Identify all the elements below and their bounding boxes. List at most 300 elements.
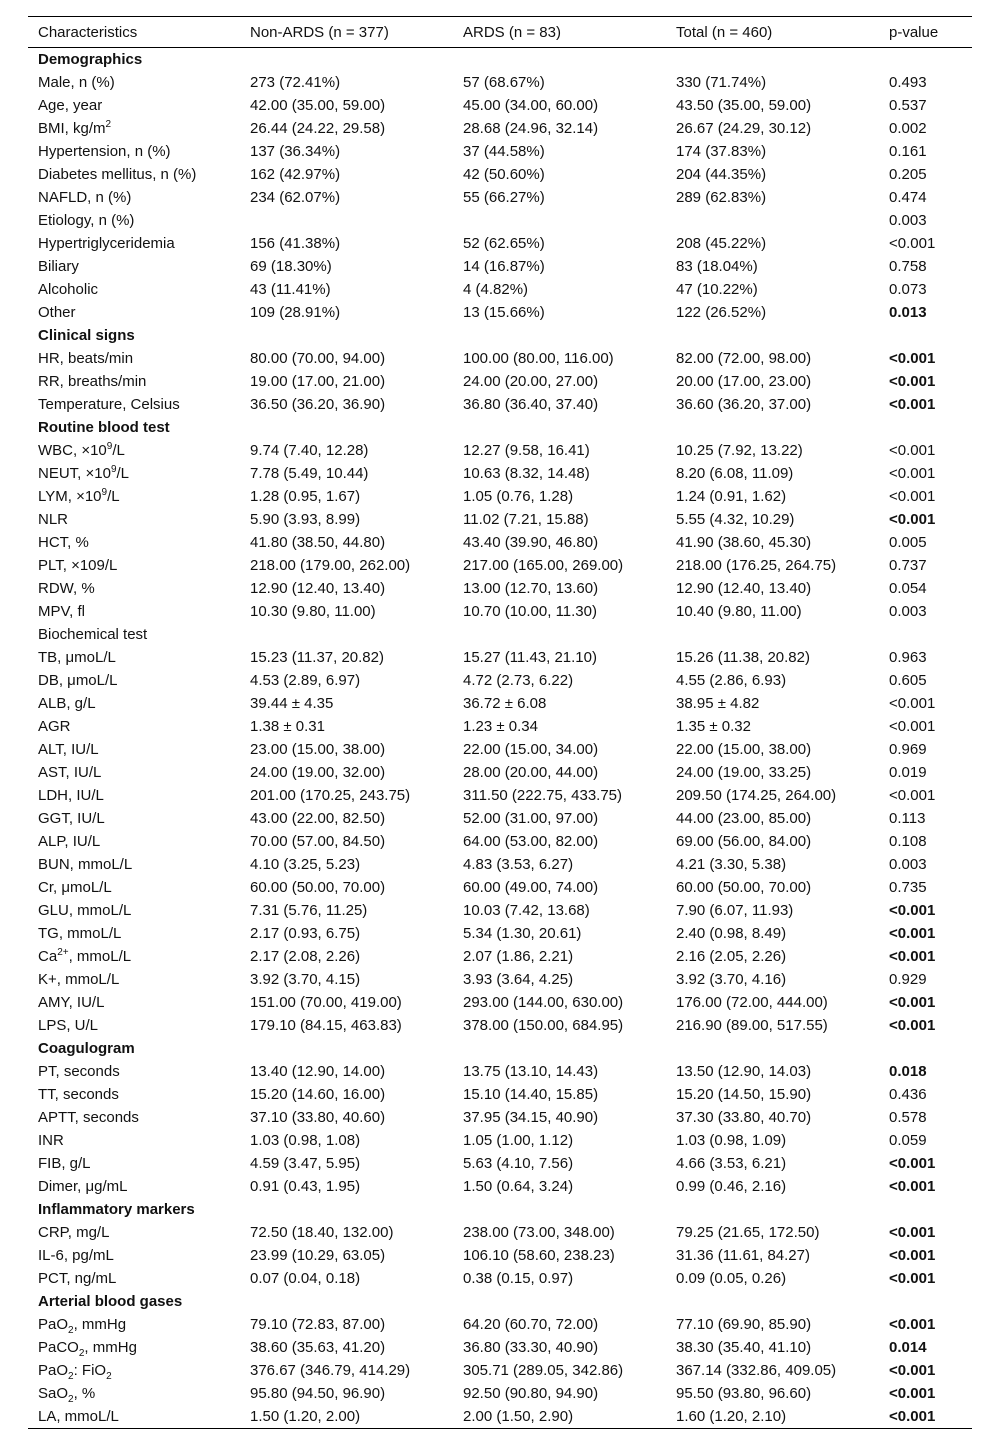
characteristic-cell [28, 922, 240, 945]
section-row [28, 416, 972, 439]
characteristic-label: TG, mmoL/L [38, 925, 122, 942]
table-row [28, 71, 972, 94]
ards-cell: 1.50 (0.64, 3.24) [463, 1178, 574, 1195]
ards-cell: 3.93 (3.64, 4.25) [463, 971, 574, 988]
total-cell: 38.95 ± 4.82 [676, 695, 760, 712]
table-row [28, 439, 972, 462]
non-ards-cell: 376.67 (346.79, 414.29) [250, 1362, 411, 1379]
total-cell: 1.24 (0.91, 1.62) [676, 488, 787, 505]
table-row [28, 209, 972, 232]
p-value-cell: <0.001 [889, 396, 936, 413]
table-row [28, 692, 972, 715]
table-row [28, 140, 972, 163]
section-label: Clinical signs [38, 327, 135, 344]
label-suffix: /L [112, 442, 125, 459]
non-ards-cell: 10.30 (9.80, 11.00) [250, 603, 376, 620]
table-row [28, 117, 972, 140]
non-ards-cell: 162 (42.97%) [250, 166, 341, 183]
total-cell: 37.30 (33.80, 40.70) [676, 1109, 812, 1126]
characteristic-cell [28, 462, 240, 485]
p-value-cell: <0.001 [889, 1155, 936, 1172]
label-superscript: 2+ [57, 947, 69, 958]
ards-cell: 12.27 (9.58, 16.41) [463, 442, 590, 459]
section-title [28, 48, 972, 72]
p-value-cell: 0.605 [889, 672, 927, 689]
characteristic-label: PaO [38, 1316, 69, 1333]
characteristic-cell [28, 991, 240, 1014]
characteristic-cell [28, 370, 240, 393]
p-value-cell: <0.001 [889, 695, 936, 712]
table-row [28, 347, 972, 370]
characteristic-label: Alcoholic [38, 281, 99, 298]
characteristic-label: PT, seconds [38, 1063, 120, 1080]
total-cell: 79.25 (21.65, 172.50) [676, 1224, 820, 1241]
characteristic-label: PCT, ng/mL [38, 1270, 117, 1287]
ards-cell: 10.63 (8.32, 14.48) [463, 465, 590, 482]
total-cell: 204 (44.35%) [676, 166, 767, 183]
p-value-cell: <0.001 [889, 350, 936, 367]
non-ards-cell: 4.10 (3.25, 5.23) [250, 856, 361, 873]
ards-cell: 11.02 (7.21, 15.88) [463, 511, 589, 528]
characteristic-label: Biochemical test [38, 626, 148, 643]
table-row [28, 1382, 972, 1405]
total-cell: 60.00 (50.00, 70.00) [676, 879, 812, 896]
non-ards-cell: 15.23 (11.37, 20.82) [250, 649, 384, 666]
characteristic-label: Hypertension, n (%) [38, 143, 171, 160]
characteristic-cell [28, 1060, 240, 1083]
total-cell: 82.00 (72.00, 98.00) [676, 350, 812, 367]
characteristic-label: PLT, ×109/L [38, 557, 118, 574]
total-cell: 3.92 (3.70, 4.16) [676, 971, 787, 988]
table-row [28, 807, 972, 830]
total-cell: 0.09 (0.05, 0.26) [676, 1270, 787, 1287]
characteristic-cell [28, 1313, 240, 1336]
characteristic-cell [28, 646, 240, 669]
characteristic-cell [28, 623, 240, 646]
total-cell: 216.90 (89.00, 517.55) [676, 1017, 828, 1034]
ards-cell: 14 (16.87%) [463, 258, 545, 275]
p-value-cell: <0.001 [889, 1316, 936, 1333]
p-value-cell: <0.001 [889, 1247, 936, 1264]
table-row [28, 508, 972, 531]
ards-cell: 378.00 (150.00, 684.95) [463, 1017, 624, 1034]
non-ards-cell: 1.03 (0.98, 1.08) [250, 1132, 361, 1149]
characteristic-cell [28, 600, 240, 623]
characteristic-label: Temperature, Celsius [38, 396, 180, 413]
table-row [28, 1175, 972, 1198]
p-value-cell: 0.113 [889, 810, 926, 827]
characteristic-cell [28, 1221, 240, 1244]
p-value-cell: <0.001 [889, 465, 936, 482]
table-row [28, 1014, 972, 1037]
characteristic-label: LDH, IU/L [38, 787, 104, 804]
characteristic-cell [28, 554, 240, 577]
p-value-cell: <0.001 [889, 718, 936, 735]
ards-cell: 10.70 (10.00, 11.30) [463, 603, 597, 620]
ards-cell: 13.75 (13.10, 14.43) [463, 1063, 599, 1080]
non-ards-cell: 12.90 (12.40, 13.40) [250, 580, 386, 597]
characteristic-cell [28, 301, 240, 324]
table-row [28, 301, 972, 324]
non-ards-cell: 80.00 (70.00, 94.00) [250, 350, 386, 367]
characteristic-cell [28, 784, 240, 807]
total-cell: 1.03 (0.98, 1.09) [676, 1132, 787, 1149]
characteristic-cell [28, 117, 240, 140]
characteristic-label: BMI, kg/m [38, 120, 106, 137]
total-cell: 4.55 (2.86, 6.93) [676, 672, 787, 689]
ards-cell: 1.23 ± 0.34 [463, 718, 538, 735]
section-label: Demographics [38, 51, 143, 68]
section-label: Coagulogram [38, 1040, 135, 1057]
characteristic-cell [28, 531, 240, 554]
characteristic-label: NAFLD, n (%) [38, 189, 132, 206]
total-cell: 36.60 (36.20, 37.00) [676, 396, 812, 413]
non-ards-cell: 1.38 ± 0.31 [250, 718, 325, 735]
section-label: Arterial blood gases [38, 1293, 183, 1310]
section-row [28, 48, 972, 72]
table-row [28, 255, 972, 278]
characteristic-cell [28, 1129, 240, 1152]
ards-cell: 24.00 (20.00, 27.00) [463, 373, 599, 390]
total-cell: 122 (26.52%) [676, 304, 767, 321]
characteristic-cell [28, 71, 240, 94]
table-row [28, 1336, 972, 1359]
ards-cell: 60.00 (49.00, 74.00) [463, 879, 599, 896]
p-value-cell: 0.054 [889, 580, 927, 597]
characteristic-cell [28, 1152, 240, 1175]
characteristic-cell [28, 209, 240, 232]
table-row [28, 922, 972, 945]
total-cell: 77.10 (69.90, 85.90) [676, 1316, 812, 1333]
p-value-cell: 0.013 [889, 304, 927, 321]
table-row [28, 1060, 972, 1083]
p-value-cell: <0.001 [889, 488, 936, 505]
characteristic-label: CRP, mg/L [38, 1224, 110, 1241]
characteristic-label: TB, μmoL/L [38, 649, 116, 666]
non-ards-cell: 7.31 (5.76, 11.25) [250, 902, 368, 919]
characteristic-label: MPV, fl [38, 603, 85, 620]
characteristic-label: SaO [38, 1385, 69, 1402]
characteristic-label: Male, n (%) [38, 74, 115, 91]
non-ards-cell: 7.78 (5.49, 10.44) [250, 465, 369, 482]
ards-cell: 106.10 (58.60, 238.23) [463, 1247, 615, 1264]
p-value-cell: <0.001 [889, 442, 936, 459]
characteristic-cell [28, 508, 240, 531]
section-row [28, 1290, 972, 1313]
non-ards-cell: 2.17 (2.08, 2.26) [250, 948, 361, 965]
total-cell: 38.30 (35.40, 41.10) [676, 1339, 812, 1356]
characteristic-cell [28, 255, 240, 278]
non-ards-cell: 70.00 (57.00, 84.50) [250, 833, 386, 850]
ards-cell: 57 (68.67%) [463, 74, 545, 91]
characteristic-cell [28, 1336, 240, 1359]
table-row [28, 370, 972, 393]
non-ards-cell: 4.53 (2.89, 6.97) [250, 672, 361, 689]
characteristic-label: K+, mmoL/L [38, 971, 120, 988]
non-ards-cell: 3.92 (3.70, 4.15) [250, 971, 361, 988]
non-ards-cell: 26.44 (24.22, 29.58) [250, 120, 386, 137]
p-value-cell: 0.161 [889, 143, 927, 160]
non-ards-cell: 41.80 (38.50, 44.80) [250, 534, 386, 551]
table-row [28, 715, 972, 738]
table-row [28, 163, 972, 186]
ards-cell [453, 623, 666, 646]
p-value-cell: <0.001 [889, 235, 936, 252]
non-ards-cell: 36.50 (36.20, 36.90) [250, 396, 386, 413]
p-value-cell: 0.963 [889, 649, 927, 666]
p-value-cell: 0.003 [889, 856, 927, 873]
characteristic-label: Age, year [38, 97, 103, 114]
non-ards-cell: 4.59 (3.47, 5.95) [250, 1155, 361, 1172]
table-row [28, 554, 972, 577]
non-ards-cell: 137 (36.34%) [250, 143, 341, 160]
non-ards-cell: 15.20 (14.60, 16.00) [250, 1086, 386, 1103]
p-value-cell: 0.205 [889, 166, 927, 183]
non-ards-cell: 0.07 (0.04, 0.18) [250, 1270, 361, 1287]
characteristic-label: HCT, % [38, 534, 89, 551]
non-ards-cell: 151.00 (70.00, 419.00) [250, 994, 402, 1011]
label-superscript: 9 [110, 464, 117, 475]
ards-cell: 100.00 (80.00, 116.00) [463, 350, 614, 367]
total-cell: 10.40 (9.80, 11.00) [676, 603, 802, 620]
table-row [28, 1359, 972, 1382]
total-cell: 13.50 (12.90, 14.03) [676, 1063, 812, 1080]
label-suffix: , mmoL/L [68, 948, 132, 965]
table-row [28, 853, 972, 876]
non-ards-cell: 273 (72.41%) [250, 74, 341, 91]
characteristic-label: Etiology, n (%) [38, 212, 135, 229]
non-ards-cell: 37.10 (33.80, 40.60) [250, 1109, 386, 1126]
section-label: Inflammatory markers [38, 1201, 195, 1218]
p-value-cell: 0.537 [889, 97, 927, 114]
table-row [28, 738, 972, 761]
p-value-cell: <0.001 [889, 1385, 936, 1402]
total-cell: 330 (71.74%) [676, 74, 767, 91]
total-cell: 41.90 (38.60, 45.30) [676, 534, 812, 551]
total-cell: 209.50 (174.25, 264.00) [676, 787, 837, 804]
characteristic-label: WBC, ×10 [38, 442, 107, 459]
p-value-cell: 0.003 [889, 603, 927, 620]
table-row [28, 669, 972, 692]
table-header [28, 17, 972, 48]
table-row [28, 393, 972, 416]
total-cell: 5.55 (4.32, 10.29) [676, 511, 795, 528]
ards-cell: 13.00 (12.70, 13.60) [463, 580, 599, 597]
characteristic-cell [28, 140, 240, 163]
section-title [28, 1290, 972, 1313]
characteristic-cell [28, 692, 240, 715]
header-total: Total (n = 460) [666, 17, 879, 48]
header-ards: ARDS (n = 83) [453, 17, 666, 48]
ards-cell: 28.00 (20.00, 44.00) [463, 764, 599, 781]
label-superscript: 2 [105, 119, 112, 130]
p-value-cell: 0.014 [889, 1339, 927, 1356]
characteristic-cell [28, 945, 240, 968]
table-body [28, 48, 972, 1429]
table-row [28, 623, 972, 646]
total-cell: 20.00 (17.00, 23.00) [676, 373, 812, 390]
characteristic-cell [28, 278, 240, 301]
non-ards-cell: 13.40 (12.90, 14.00) [250, 1063, 386, 1080]
ards-cell: 4 (4.82%) [463, 281, 529, 298]
ards-cell: 45.00 (34.00, 60.00) [463, 97, 599, 114]
header-characteristics: Characteristics [28, 17, 240, 48]
characteristic-cell [28, 1267, 240, 1290]
ards-cell: 36.80 (36.40, 37.40) [463, 396, 599, 413]
total-cell: 367.14 (332.86, 409.05) [676, 1362, 837, 1379]
characteristic-cell [28, 347, 240, 370]
p-value-cell: 0.436 [889, 1086, 927, 1103]
ards-cell: 22.00 (15.00, 34.00) [463, 741, 599, 758]
p-value-cell: 0.073 [889, 281, 927, 298]
label-suffix: /L [116, 465, 130, 482]
table-row [28, 761, 972, 784]
characteristic-cell [28, 1405, 240, 1429]
non-ards-cell: 1.50 (1.20, 2.00) [240, 1405, 453, 1429]
total-cell: 1.60 (1.20, 2.10) [666, 1405, 879, 1429]
table-row [28, 784, 972, 807]
total-cell: 4.66 (3.53, 6.21) [676, 1155, 787, 1172]
characteristic-label: FIB, g/L [38, 1155, 91, 1172]
characteristic-label: GGT, IU/L [38, 810, 105, 827]
characteristic-cell [28, 876, 240, 899]
p-value-cell: <0.001 [879, 1405, 972, 1429]
total-cell: 12.90 (12.40, 13.40) [676, 580, 812, 597]
p-value-cell: 0.059 [889, 1132, 927, 1149]
table-row [28, 830, 972, 853]
total-cell: 4.21 (3.30, 5.38) [676, 856, 787, 873]
p-value-cell: <0.001 [889, 925, 936, 942]
non-ards-cell: 2.17 (0.93, 6.75) [250, 925, 361, 942]
ards-cell: 1.05 (1.00, 1.12) [463, 1132, 574, 1149]
characteristic-cell [28, 1382, 240, 1405]
p-value-cell: <0.001 [889, 948, 936, 965]
characteristic-label: Dimer, μg/mL [38, 1178, 128, 1195]
label-suffix: , mmHg [84, 1339, 137, 1356]
p-value-cell: <0.001 [889, 373, 936, 390]
non-ards-cell: 9.74 (7.40, 12.28) [250, 442, 369, 459]
p-value-cell: <0.001 [889, 1362, 936, 1379]
non-ards-cell: 79.10 (72.83, 87.00) [250, 1316, 386, 1333]
non-ards-cell: 43.00 (22.00, 82.50) [250, 810, 386, 827]
non-ards-cell: 156 (41.38%) [250, 235, 341, 252]
label-subscript: 2 [68, 1325, 74, 1336]
characteristic-label: AMY, IU/L [38, 994, 105, 1011]
characteristic-cell [28, 577, 240, 600]
p-value-cell: 0.002 [889, 120, 927, 137]
ards-cell: 37 (44.58%) [463, 143, 545, 160]
total-cell: 1.35 ± 0.32 [676, 718, 751, 735]
ards-cell: 5.63 (4.10, 7.56) [463, 1155, 574, 1172]
ards-cell: 4.72 (2.73, 6.22) [463, 672, 574, 689]
non-ards-cell [240, 623, 453, 646]
ards-cell: 55 (66.27%) [463, 189, 545, 206]
table-row [28, 1083, 972, 1106]
characteristic-label: APTT, seconds [38, 1109, 139, 1126]
total-cell [666, 209, 879, 232]
non-ards-cell: 1.28 (0.95, 1.67) [250, 488, 361, 505]
p-value-cell: <0.001 [889, 1270, 936, 1287]
table-row [28, 968, 972, 991]
total-cell: 15.26 (11.38, 20.82) [676, 649, 810, 666]
total-cell: 2.40 (0.98, 8.49) [676, 925, 787, 942]
table-row [28, 1129, 972, 1152]
table-row [28, 646, 972, 669]
characteristic-cell [28, 715, 240, 738]
section-title [28, 1198, 972, 1221]
ards-cell: 217.00 (165.00, 269.00) [463, 557, 624, 574]
characteristic-label: HR, beats/min [38, 350, 134, 367]
ards-cell: 52 (62.65%) [463, 235, 545, 252]
characteristic-cell [28, 807, 240, 830]
characteristic-cell [28, 830, 240, 853]
label-subscript: 2 [68, 1371, 74, 1382]
total-cell: 10.25 (7.92, 13.22) [676, 442, 803, 459]
non-ards-cell [240, 209, 453, 232]
table-row [28, 1313, 972, 1336]
p-value-cell: 0.018 [889, 1063, 927, 1080]
p-value-cell: <0.001 [889, 511, 936, 528]
total-cell: 289 (62.83%) [676, 189, 767, 206]
ards-cell: 28.68 (24.96, 32.14) [463, 120, 599, 137]
characteristic-label: AST, IU/L [38, 764, 102, 781]
section-title [28, 324, 972, 347]
non-ards-cell: 69 (18.30%) [250, 258, 332, 275]
table-row [28, 577, 972, 600]
characteristic-cell [28, 669, 240, 692]
ards-cell: 2.00 (1.50, 2.90) [453, 1405, 666, 1429]
section-title [28, 1037, 972, 1060]
characteristic-label: LA, mmoL/L [38, 1408, 119, 1425]
p-value-cell: 0.758 [889, 258, 927, 275]
characteristic-cell [28, 899, 240, 922]
non-ards-cell: 60.00 (50.00, 70.00) [250, 879, 386, 896]
characteristic-label: ALT, IU/L [38, 741, 99, 758]
characteristic-label: NLR [38, 511, 69, 528]
non-ards-cell: 23.00 (15.00, 38.00) [250, 741, 386, 758]
label-superscript: 9 [101, 487, 108, 498]
ards-cell: 43.40 (39.90, 46.80) [463, 534, 599, 551]
characteristic-label: IL-6, pg/mL [38, 1247, 114, 1264]
characteristic-cell [28, 485, 240, 508]
p-value-cell: 0.108 [889, 833, 927, 850]
non-ards-cell: 0.91 (0.43, 1.95) [250, 1178, 361, 1195]
label-superscript: 9 [106, 441, 113, 452]
characteristic-label: Diabetes mellitus, n (%) [38, 166, 197, 183]
characteristic-cell [28, 1083, 240, 1106]
p-value-cell: 0.929 [889, 971, 927, 988]
characteristic-cell [28, 1244, 240, 1267]
table-row [28, 1405, 972, 1429]
characteristic-label: ALB, g/L [38, 695, 96, 712]
ards-cell: 5.34 (1.30, 20.61) [463, 925, 582, 942]
total-cell: 43.50 (35.00, 59.00) [676, 97, 812, 114]
table-row [28, 1106, 972, 1129]
p-value-cell: 0.969 [889, 741, 927, 758]
ards-cell: 10.03 (7.42, 13.68) [463, 902, 590, 919]
p-value-cell: 0.735 [889, 879, 927, 896]
characteristic-cell [28, 186, 240, 209]
total-cell: 24.00 (19.00, 33.25) [676, 764, 812, 781]
table-row [28, 485, 972, 508]
characteristic-label: RDW, % [38, 580, 95, 597]
characteristic-label: AGR [38, 718, 71, 735]
p-value-cell: 0.003 [889, 212, 927, 229]
characteristic-cell [28, 439, 240, 462]
characteristic-label: ALP, IU/L [38, 833, 101, 850]
ards-cell: 36.80 (33.30, 40.90) [463, 1339, 599, 1356]
p-value-cell: <0.001 [889, 1224, 936, 1241]
